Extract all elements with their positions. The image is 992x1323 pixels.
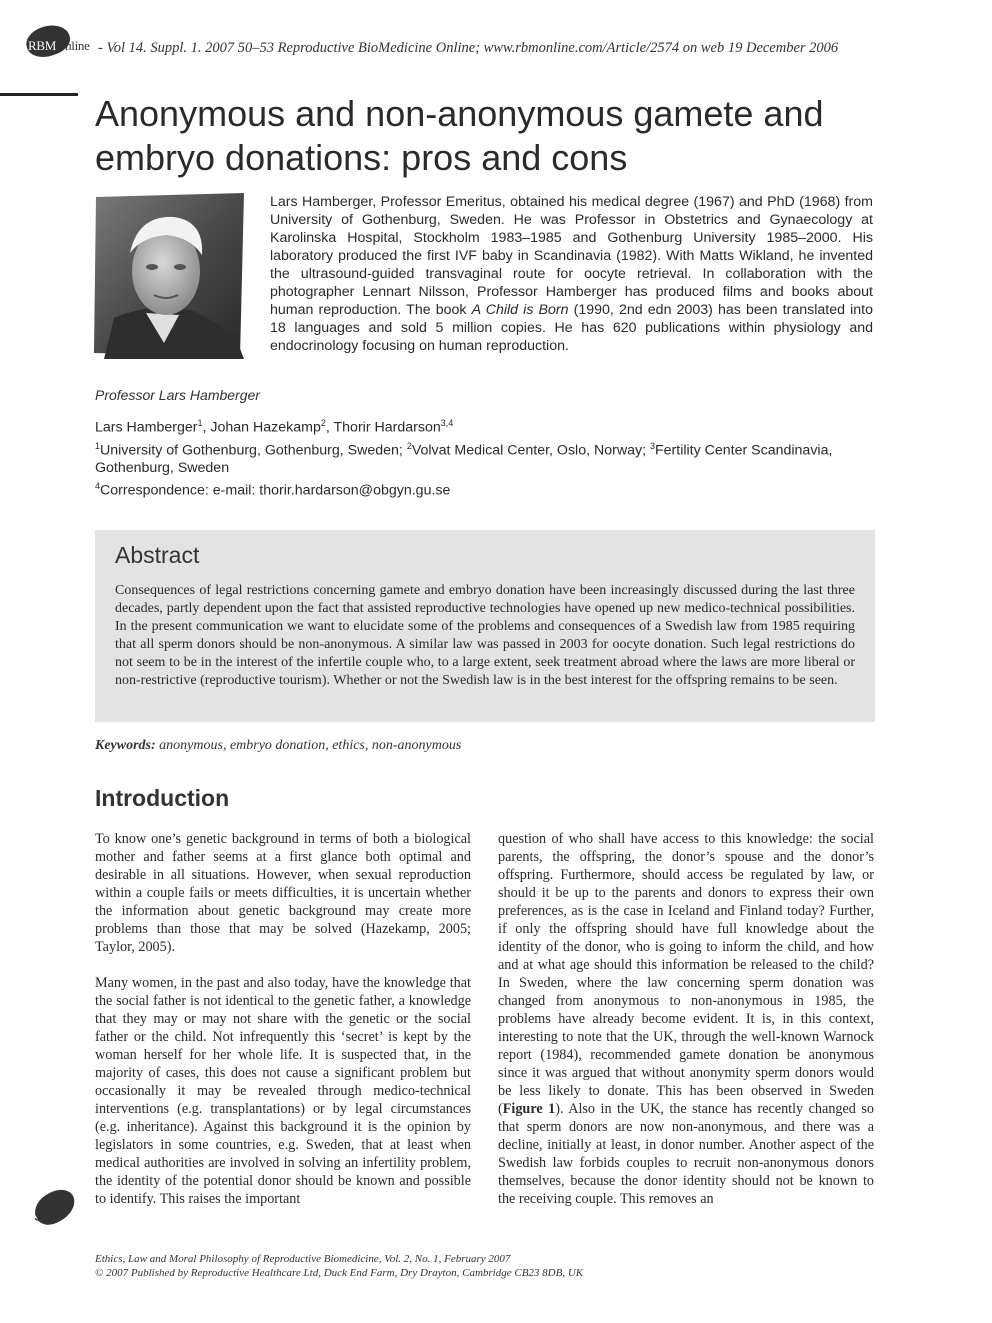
body-column-left	[95, 830, 471, 1208]
photo-caption: Professor Lars Hamberger	[95, 387, 260, 403]
logo-tail: Online	[56, 38, 90, 53]
affiliation-1: University of Gothenburg, Gothenburg, Sweden;	[100, 442, 407, 459]
author-3: Thorir Hardarson	[333, 419, 441, 436]
abstract-heading: Abstract	[115, 542, 200, 568]
affiliations: $^1$University of Gothenburg, Gothenburg, Sweden; $^2$Volvat Medical Center, Oslo, Norway; $^3$Fertility Center Scandinavia, Gothenburg, Sweden	[95, 440, 833, 477]
book-title: A Child is Born	[471, 302, 569, 318]
keywords	[95, 738, 461, 754]
abstract-text: Consequences of legal restrictions concerning gamete and embryo donation have been increasingly discussed during the last three decades, partly dependent upon the fact that assisted reproductive technologies have opened up new medico-technical possibilities. In the present communication we want to elucidate some of the problems and consequences of a Swedish law from 1985 requiring that all sperm donors should be non-anonymous. A similar law was passed in 2003 for oocyte donation. Such legal restrictions do not seem to be in the interest of the infertile couple who, to a large extent, seek treatment abroad where the laws are more liberal or non-restrictive (reproductive tourism). Whether or not the Swedish law is in the best interest for the offspring remains to be seen.	[115, 583, 855, 688]
affiliation-2: Volvat Medical Center, Oslo, Norway;	[411, 442, 650, 459]
author-1-sup: 1	[197, 418, 203, 428]
footer	[95, 1252, 583, 1280]
footer-line-1: Ethics, Law and Moral Philosophy of Reproductive Biomedicine, Vol. 2, No. 1, February 2007	[95, 1253, 511, 1265]
running-head: - Vol 14. Suppl. 1. 2007 50–53 Reproductive BioMedicine Online; www.rbmonline.com/Article/2574 on web 19 December 2006	[98, 40, 839, 56]
author-3-sup: 3,4	[440, 418, 454, 428]
journal-logo	[20, 26, 90, 58]
abstract-box	[95, 530, 875, 722]
paragraph: To know one’s genetic background in terms of both a biological mother and father seems at a first glance both optimal and desirable in all situations. However, when sexual reproduction within a couple fails or meets difficulties, it is uncertain whether the information about genetic background may create more problems than those that may be solved (Hazekamp, 2005; Taylor, 2005).	[95, 831, 471, 955]
author-photo	[94, 193, 246, 359]
author-1: Lars Hamberger	[95, 419, 198, 436]
keywords-text: anonymous, embryo donation, ethics, non-anonymous	[155, 738, 462, 753]
bio-text-2: (1990, 2nd edn 2003) has been translated into 18 languages and sold 5 million copies. He has 620 publications within physiology and endocrinology focusing on human reproduction.	[270, 302, 873, 354]
author-bio	[270, 193, 873, 355]
page-number	[26, 1190, 76, 1230]
correspondence-email[interactable]: Correspondence: e-mail: thorir.hardarson@obgyn.gu.se	[100, 483, 451, 500]
figure-link[interactable]: Figure 1	[502, 1101, 556, 1117]
author-block	[95, 414, 875, 500]
author-names: Lars Hamberger$^1$, Johan Hazekamp$^2$, Thorir Hardarson$^{3,4}$	[95, 418, 454, 436]
paragraph: Many women, in the past and also today, have the knowledge that the social father is not identical to the genetic father, a knowledge that they may or may not share with the genetic or the social father or the child. Not infrequently this ‘secret’ is kept by the woman herself for her whole life. It is suspected that, in the majority of cases, this does not cause a significant problem but occasionally it may be revealed through medico-technical interventions (e.g. transplantations) or by legal circumstances (e.g. inheritance). Against this background it is the opinion by legislators in some countries, e.g. Sweden, that at least when medical authorities are involved in solving an infertility problem, the identity of the potential donor should be known and possible to identify. This raises the important	[95, 975, 471, 1207]
article-title: Anonymous and non-anonymous gamete and embryo donations: pros and cons	[95, 93, 824, 178]
page-number-text: 50	[34, 1206, 53, 1225]
author-2-sup: 2	[320, 418, 326, 428]
introduction-heading: Introduction	[95, 785, 230, 811]
body-column-right	[498, 830, 874, 1208]
footer-line-2: © 2007 Published by Reproductive Healthcare Ltd, Duck End Farm, Dry Drayton, Cambridge CB23 8DB, UK	[95, 1267, 584, 1279]
affiliation-3: Fertility Center Scandinavia, Gothenburg, Sweden	[95, 442, 833, 477]
portrait-image	[94, 193, 246, 359]
paragraph: question of who shall have access to this knowledge: the social parents, the offspring, the donor’s spouse and the donor’s offspring. Furthermore, should access be regulated by law, or should it be up to the parents and donors to express their own preferences, as is the case in Iceland and Finland today? Further, if only the offspring should have full knowledge about the identity of the donor, who is going to inform the child, and how and at what age should this information be released to the child? In Sweden, where the law concerning sperm donation was changed from anonymous to non-anonymous in 1985, the problems have already become evident. It is, in this context, interesting to note that the UK, through the well-known Warnock report (1984), recommended gamete donation be anonymous since it was argued that without anonymity sperm donors would be less likely to donate. This has been observed in Sweden (Figure 1). Also in the UK, the stance has recently changed so that sperm donors are now non-anonymous, and there was a decline, initially at least, in donor number. Another aspect of the Swedish law forbids couples to recruit non-anonymous donors themselves, because the donor identity should not be known to the receiving couple. This removes an	[498, 831, 874, 1207]
keywords-label: Keywords:	[95, 738, 156, 753]
logo-text: RBM	[28, 38, 57, 53]
correspondence: $^4$Correspondence: e-mail: thorir.hardarson@obgyn.gu.se	[95, 481, 451, 500]
bio-text-1: Lars Hamberger, Professor Emeritus, obtained his medical degree (1967) and PhD (1968) from University of Gothenburg, Sweden. He was Professor in Obstetrics and Gynaecology at Karolinska Hospital, Stockholm 1983–1985 and Gothenburg University 1985–2000. His laboratory produced the first IVF baby in Scandinavia (1982). With Matts Wikland, he invented the ultrasound-guided transvaginal route for oocyte retrieval. In collaboration with the photographer Lennart Nilsson, Professor Hamberger has produced films and books about human reproduction. The book	[270, 194, 873, 318]
header-rule	[0, 93, 78, 96]
author-2: Johan Hazekamp	[210, 419, 321, 436]
